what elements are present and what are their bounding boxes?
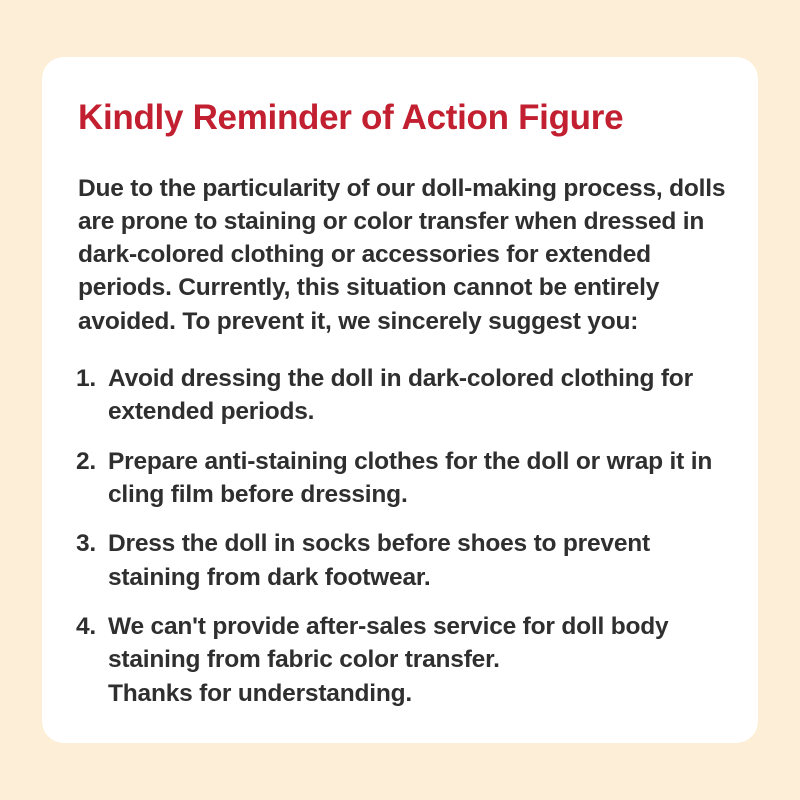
list-item (74, 610, 728, 710)
list-item-text (108, 610, 728, 710)
list-item-text: Dress the doll in socks before shoes to prevent staining from dark footwear. (108, 530, 651, 591)
suggestion-list (74, 362, 728, 710)
list-item-marker: 3. (76, 530, 97, 558)
list-item (74, 362, 728, 429)
list-item-text: Avoid dressing the doll in dark-colored clothing for extended periods. (108, 365, 693, 426)
intro-paragraph: Due to the particularity of our doll-making process, dolls are prone to staining or color transfer when dressed in dark-colored clothing or accessories for extended periods. Currently, this situation cannot be entirely avoided. To prevent it, we sincerely suggest you: (78, 174, 726, 335)
list-item-marker: 2. (76, 447, 97, 475)
notice-card (42, 57, 758, 743)
list-item-marker: 1. (76, 365, 97, 393)
closing-line: Thanks for understanding. (108, 679, 412, 707)
list-item (74, 445, 728, 512)
list-item (74, 527, 728, 594)
list-item-marker: 4. (76, 612, 97, 640)
list-item-main-text: We can't provide after-sales service for doll body staining from fabric color transfer. (108, 612, 669, 674)
page-title: Kindly Reminder of Action Figure (78, 98, 624, 137)
list-item-text: Prepare anti-staining clothes for the doll or wrap it in cling film before dressing. (108, 447, 713, 508)
